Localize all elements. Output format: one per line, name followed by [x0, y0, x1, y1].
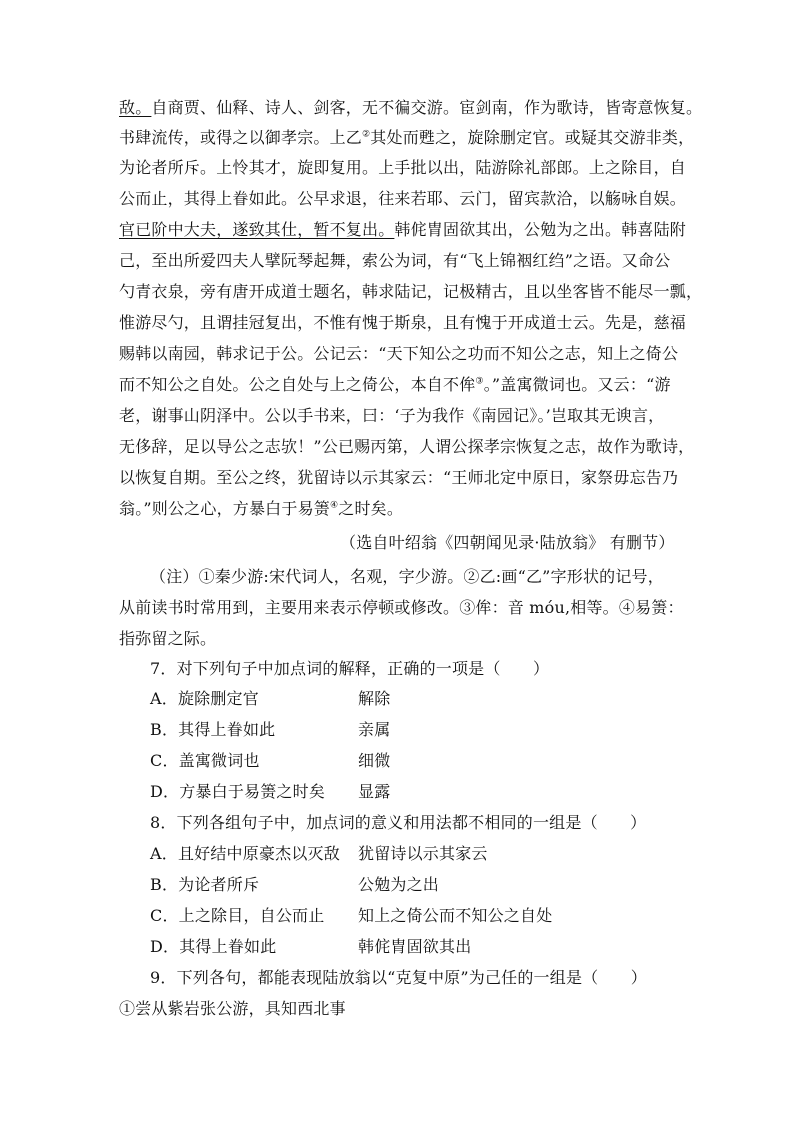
passage-text: 自商贾、仙释、诗人、剑客，无不徧交游。宦剑南，作为歌诗，皆寄意恢复。	[151, 98, 703, 117]
notes-line-1: （注）①秦少游:宋代词人，名观，字少游。②乙:画“乙”字形状的记号，	[150, 567, 664, 586]
option-text: B．为论者所斥	[150, 875, 260, 894]
passage-line-1	[119, 98, 703, 118]
option-pair: 犹留诗以示其家云	[358, 844, 488, 863]
option-text: D．其得上眷如此	[150, 937, 277, 956]
question-9-stem: 9．下列各句，都能表现陆放翁以“克复中原”为己任的一组是（ ）	[150, 968, 647, 987]
passage-line-3: 为论者所斥。上怜其才，旋即复用。上手批以出，陆游除礼部郎。上之除目，自	[119, 158, 687, 177]
option-pair: 公勉为之出	[358, 875, 440, 894]
notes-line-3: 指弥留之际。	[119, 629, 217, 648]
underlined-sentence: 官已阶中大夫，遂致其仕，暂不复出。	[119, 220, 395, 239]
passage-line-14	[119, 499, 689, 519]
passage-line-9: 赐韩以南园，韩求记于公。公记云：“天下知公之功而不知公之志，知上之倚公	[119, 344, 679, 363]
passage-text: 之时矣。	[338, 499, 404, 518]
passage-line-11: 老，谢事山阴泽中。公以手书来，曰：‘子为我作《南园记》。’岂取其无谀言，	[119, 406, 665, 425]
passage-text: 韩侂胄固欲其出，公勉为之出。韩喜陆附	[394, 220, 687, 239]
question-7-stem: 7．对下列句子中加点词的解释，正确的一项是（ ）	[150, 659, 550, 678]
question-8-option-a	[150, 844, 720, 864]
option-text: C．上之除目，自公而止	[150, 906, 325, 925]
passage-text: 翁。”则公之心，方暴白于易箦	[119, 499, 330, 518]
passage-line-10	[119, 375, 689, 395]
option-pair: 知上之倚公而不知公之自处	[358, 906, 553, 925]
passage-text: 。”盖寓微词也。又云：“游	[483, 375, 671, 394]
question-8-option-d	[150, 937, 720, 957]
footnote-marker: ④	[329, 500, 339, 511]
passage-text: 其处而甦之，旋除删定官。或疑其交游非类，	[370, 128, 695, 147]
question-7-option-b	[150, 720, 720, 740]
option-meaning: 亲属	[358, 720, 391, 739]
option-text: C．盖寓微词也	[150, 751, 260, 770]
question-8-option-c	[150, 906, 720, 926]
passage-text: 书肆流传，或得之以御孝宗。上乙	[119, 128, 363, 147]
option-meaning: 显露	[358, 782, 391, 801]
question-8-stem: 8．下列各组句子中，加点词的意义和用法都不相同的一组是（ ）	[150, 813, 647, 832]
question-9-item-1: ①尝从紫岩张公游，具知西北事	[119, 999, 346, 1018]
option-text: A．且好结中原豪杰以灭敌	[150, 844, 340, 863]
option-meaning: 细微	[358, 751, 391, 770]
question-8-option-b	[150, 875, 720, 895]
passage-line-4: 公而止，其得上眷如此。公早求退，往来若耶、云门，留宾款洽，以觞咏自娱。	[119, 189, 687, 208]
passage-line-13: 以恢复自期。至公之终，犹留诗以示其家云：“王师北定中原日，家祭毋忘告乃	[119, 468, 679, 487]
passage-line-5	[119, 220, 689, 240]
passage-line-6: 己，至出所爱四夫人擘阮琴起舞，索公为词，有“飞上锦裀红绉”之语。又命公	[119, 251, 671, 270]
question-7-option-d	[150, 782, 720, 802]
passage-text: 而不知公之自处。公之自处与上之倚公，本自不侔	[119, 375, 476, 394]
passage-line-2	[119, 128, 695, 148]
option-text: D．方暴白于易箦之时矣	[150, 782, 326, 801]
source-citation: （选自叶绍翁《四朝闻见录·陆放翁》 有删节）	[340, 533, 675, 552]
passage-line-7: 勺青衣泉，旁有唐开成道士题名，韩求陆记，记极精古，且以坐客皆不能尽一瓢，	[119, 282, 703, 301]
option-pair: 韩侂胄固欲其出	[358, 937, 472, 956]
question-7-option-c	[150, 751, 720, 771]
notes-line-2: 从前读书时常用到，主要用来表示停顿或修改。③侔：音 móu,相等。④易箦：	[119, 598, 684, 617]
footnote-marker: ③	[475, 376, 484, 387]
passage-line-12: 无侈辞，足以导公之志欤！”公已赐丙第，人谓公探孝宗恢复之志，故作为歌诗，	[119, 437, 695, 456]
option-meaning: 解除	[358, 689, 391, 708]
underlined-phrase: 敌。	[119, 98, 152, 117]
footnote-marker: ②	[362, 129, 371, 140]
option-text: A．旋除删定官	[150, 689, 259, 708]
option-text: B．其得上眷如此	[150, 720, 276, 739]
passage-line-8: 惟游尽勺，且谓挂冠复出，不惟有愧于斯泉，且有愧于开成道士云。先是，慈福	[119, 313, 687, 332]
question-7-option-a	[150, 689, 720, 709]
